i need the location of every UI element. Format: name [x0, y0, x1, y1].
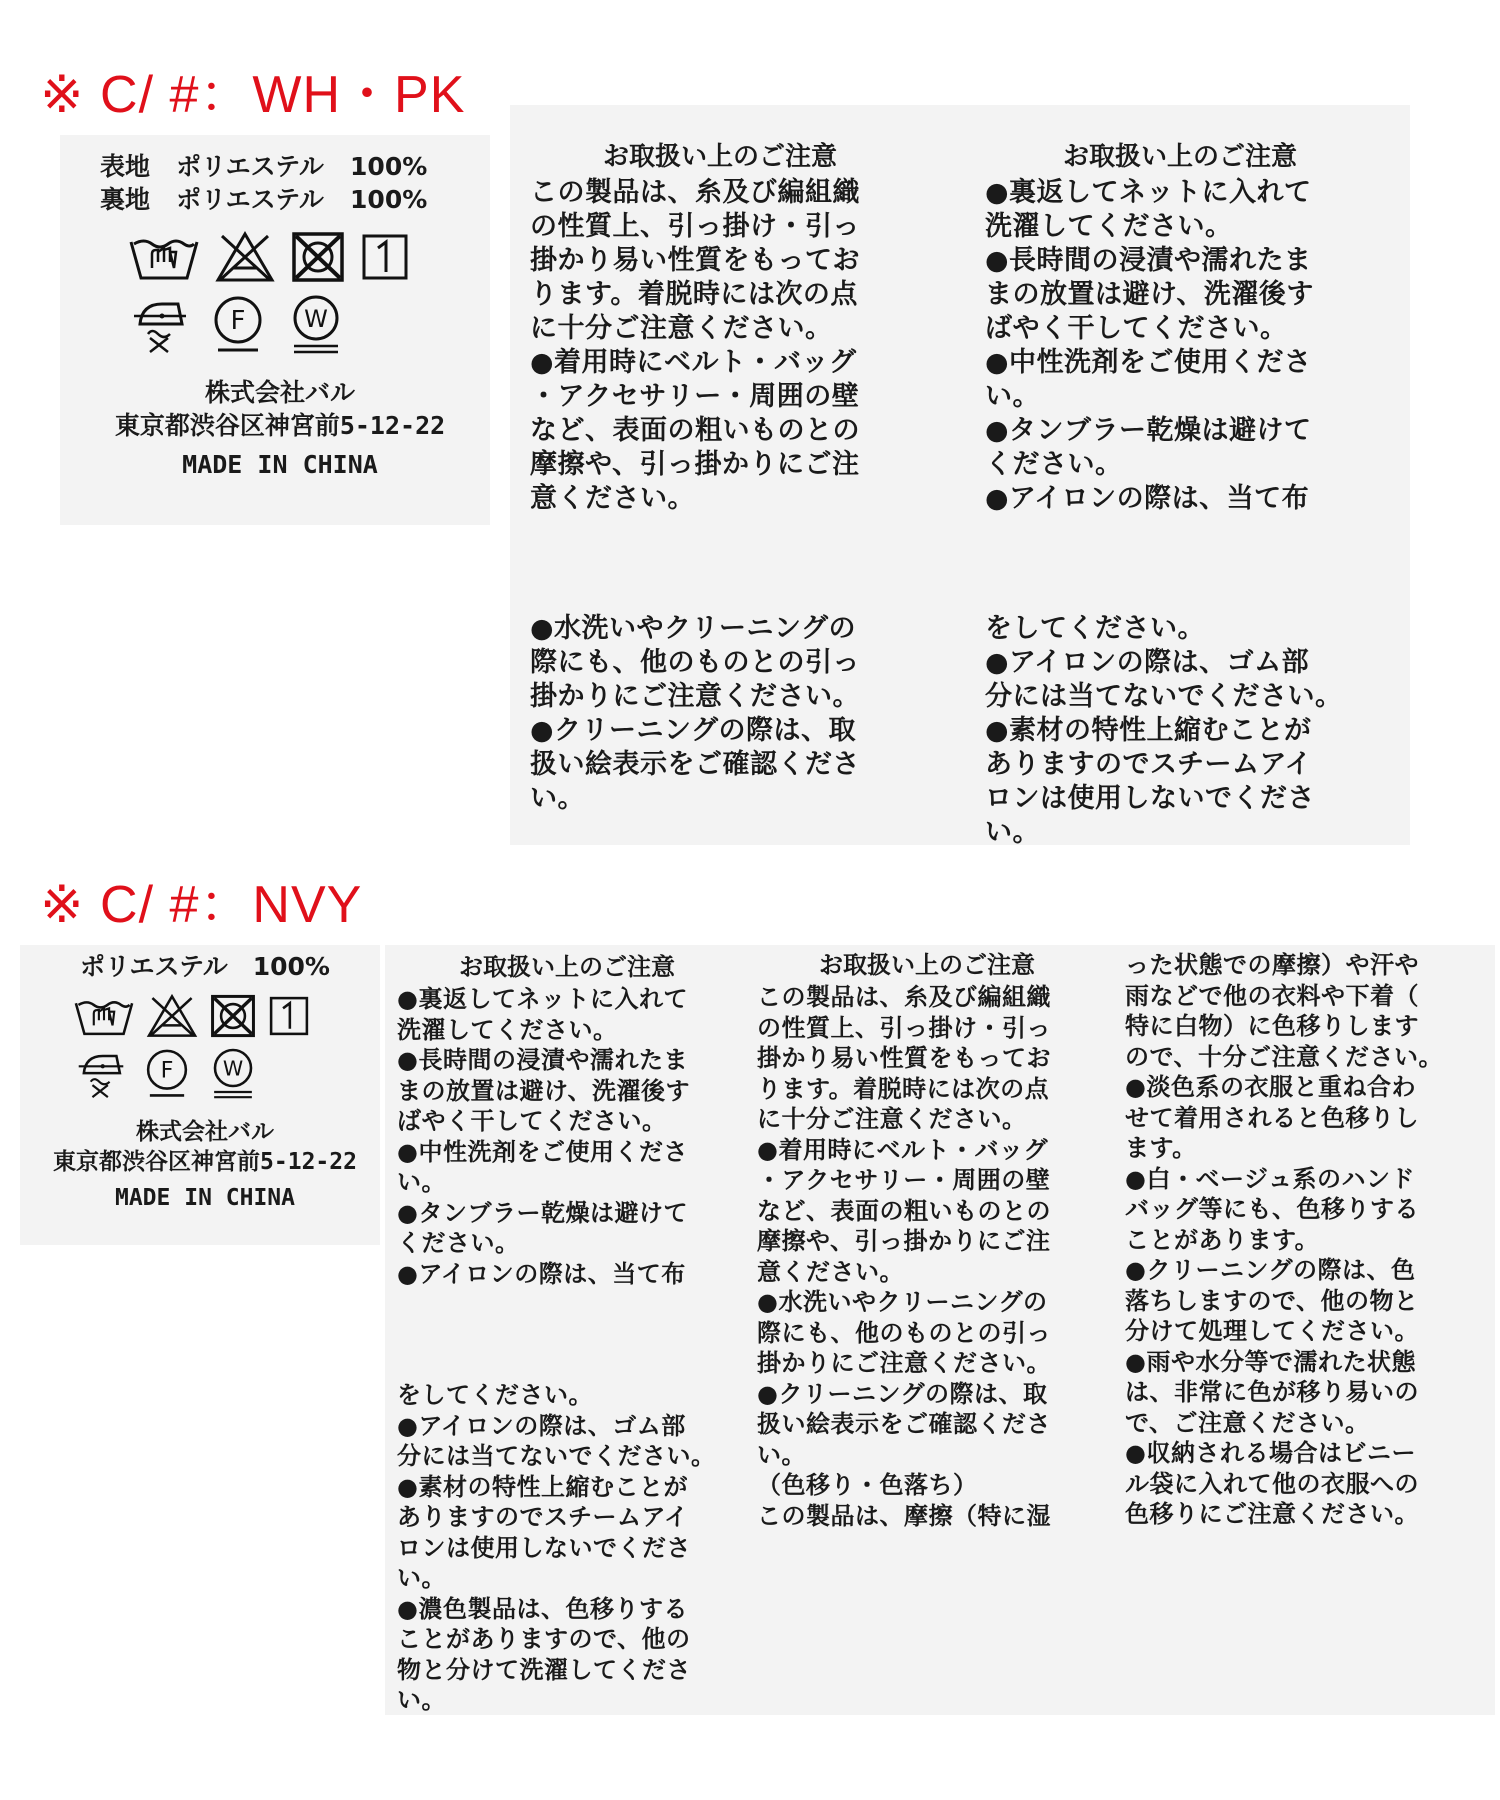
care-line: い。 [530, 783, 585, 814]
care-line: ●着用時にベルト・バッグ [757, 1135, 1048, 1164]
company-name: 株式会社バル [136, 1119, 274, 1145]
care-line: 掛かりにご注意ください。 [757, 1349, 1051, 1377]
care-line: まの放置は避け、洗濯後す [985, 279, 1314, 310]
care-line: ●裏返してネットに入れて [985, 177, 1312, 208]
care-line: ●中性洗剤をご使用くださ [397, 1137, 688, 1166]
no-bleach-icon [145, 993, 199, 1039]
care-line: ください。 [397, 1229, 520, 1257]
fabric-material: ポリエステル [176, 185, 324, 214]
care-line: 洗濯してください。 [985, 211, 1233, 242]
care-line: 扱い絵表示をご確認くださ [530, 749, 860, 780]
care-label-1 [100, 150, 460, 481]
care-line: 特に白物）に色移りします [1125, 1012, 1419, 1040]
section-heading-wh-pk: ※ C/ #：WH・PK [40, 66, 466, 124]
care-title: お取扱い上のご注意 [1062, 142, 1297, 172]
dry-clean-f-icon [210, 294, 266, 356]
care-line: に十分ご注意ください。 [530, 313, 833, 344]
care-line: い。 [985, 381, 1040, 412]
care-line: バッグ等にも、色移りする [1125, 1195, 1419, 1223]
care-line: など、表面の粗いものとの [530, 415, 860, 446]
care-line: ●濃色製品は、色移りする [397, 1594, 688, 1623]
care-line: この製品は、糸及び編組織 [757, 983, 1051, 1011]
care-line: で、ご注意ください。 [1125, 1408, 1370, 1437]
section-heading-nvy: ※ C/ #：NVY [40, 876, 363, 934]
care-line: ことがあります。 [1125, 1225, 1320, 1254]
care-line: 分けて処理してください。 [1125, 1317, 1419, 1345]
care-line: ことがありますので、他の [397, 1625, 691, 1653]
care-line: せて着用されると色移りし [1125, 1103, 1419, 1132]
care-block-2a [397, 952, 737, 1289]
origin-text: MADE IN CHINA [114, 1185, 295, 1211]
care-line: をしてください。 [397, 1381, 593, 1409]
wet-clean-w-icon [209, 1047, 257, 1101]
fabric-part: 表地 [100, 152, 151, 181]
care-line: ●アイロンの際は、ゴム部 [397, 1411, 686, 1440]
no-bleach-icon [214, 230, 276, 284]
care-icons-row2 [132, 294, 460, 356]
care-line: ・アクセサリー・周囲の壁 [757, 1166, 1051, 1194]
material-row [100, 183, 460, 216]
care-line: 摩擦や、引っ掛かりにご注 [757, 1227, 1051, 1255]
care-line: まの放置は避け、洗濯後す [397, 1076, 691, 1105]
care-line: ばやく干してください。 [397, 1107, 667, 1135]
care-line: 掛かり易い性質をもってお [757, 1044, 1051, 1072]
fabric-material: ポリエステル [176, 152, 324, 181]
care-line: ●クリーニングの際は、取 [530, 715, 857, 746]
care-line: ●収納される場合はビニー [1125, 1439, 1416, 1467]
care-line: ●アイロンの際は、ゴム部 [985, 647, 1310, 678]
care-title: お取扱い上のご注意 [602, 142, 837, 172]
care-line: の性質上、引っ掛け・引っ [530, 211, 860, 242]
care-line: ル袋に入れて他の衣服への [1125, 1469, 1419, 1498]
fabric-percent: 100% [350, 185, 428, 214]
care-icons-row1 [128, 230, 460, 284]
care-line: 物と分けて洗濯してくださ [397, 1655, 691, 1684]
care-line: 際にも、他のものとの引っ [757, 1318, 1051, 1347]
care-line: 落ちしますので、他の物と [1125, 1286, 1419, 1315]
care-line: ●素材の特性上縮むことが [985, 715, 1312, 746]
care-line: ●淡色系の衣服と重ね合わ [1125, 1073, 1416, 1101]
care-line: った状態での摩擦）や汗や [1125, 951, 1419, 979]
care-line: ●水洗いやクリーニングの [530, 613, 857, 644]
hand-wash-30-icon [73, 993, 135, 1039]
care-line: ります。着脱時には次の点 [757, 1074, 1050, 1103]
care-line: 意ください。 [757, 1257, 904, 1286]
care-line: 掛かり易い性質をもってお [530, 245, 860, 276]
care-line: ロンは使用しないでくださ [397, 1533, 691, 1562]
care-line: ●アイロンの際は、当て布 [397, 1259, 686, 1288]
care-line: い。 [757, 1440, 806, 1469]
svg-text:W: W [304, 305, 328, 333]
care-line: ●タンブラー乾燥は避けて [985, 415, 1312, 446]
care-block-1d [985, 612, 1385, 850]
care-line: この製品は、摩擦（特に湿 [757, 1501, 1051, 1530]
hang-dry-icon [267, 993, 311, 1039]
care-line: い。 [397, 1686, 446, 1714]
wet-clean-w-icon [288, 294, 344, 356]
care-line: 洗濯してください。 [397, 1015, 618, 1044]
care-line: い。 [985, 817, 1040, 848]
care-line: ください。 [985, 449, 1123, 480]
care-line: 雨などで他の衣料や下着（ [1125, 981, 1419, 1010]
svg-text:F: F [160, 1057, 174, 1084]
fabric-percent: 100% [350, 152, 428, 181]
care-line: ●タンブラー乾燥は避けて [397, 1198, 688, 1227]
care-line: ●アイロンの際は、当て布 [985, 483, 1310, 514]
care-block-1b [985, 140, 1375, 516]
care-line: 際にも、他のものとの引っ [530, 647, 860, 678]
material-row [100, 150, 460, 183]
care-line: ます。 [1125, 1134, 1197, 1162]
care-line: など、表面の粗いものとの [757, 1196, 1051, 1225]
care-line: の性質上、引っ掛け・引っ [757, 1013, 1051, 1042]
hand-wash-30-icon [128, 230, 200, 284]
care-line: ●水洗いやクリーニングの [757, 1288, 1048, 1316]
care-line: い。 [397, 1564, 446, 1592]
care-block-2c [757, 950, 1097, 1531]
company-name: 株式会社バル [204, 378, 355, 407]
care-line: ・アクセサリー・周囲の壁 [530, 381, 860, 412]
care-line: （色移り・色落ち） [757, 1471, 978, 1499]
care-line: ●長時間の浸漬や濡れたま [985, 245, 1312, 276]
care-line: 意ください。 [530, 483, 695, 514]
care-title: お取扱い上のご注意 [459, 953, 675, 981]
care-line: 掛かりにご注意ください。 [530, 681, 860, 712]
care-block-1c [530, 612, 910, 816]
care-icons-row2 [77, 1047, 365, 1101]
care-line: ありますのでスチームアイ [985, 749, 1313, 780]
care-line: ●素材の特性上縮むことが [397, 1472, 688, 1501]
care-line: ●雨や水分等で濡れた状態 [1125, 1347, 1416, 1376]
care-line: 扱い絵表示をご確認くださ [757, 1410, 1051, 1438]
material-line: ポリエステル 100% [80, 952, 330, 981]
no-tumble-dry-icon [290, 230, 346, 284]
svg-text:W: W [222, 1056, 244, 1081]
care-label-2 [45, 950, 365, 1213]
care-line: 分には当てないでください。 [985, 681, 1343, 712]
care-line: 分には当てないでください。 [397, 1442, 716, 1470]
care-line: は、非常に色が移り易いの [1125, 1378, 1419, 1406]
care-icons-row1 [73, 993, 365, 1039]
care-line: をしてください。 [985, 613, 1205, 644]
hang-dry-icon [360, 230, 410, 284]
care-line: ●長時間の浸漬や濡れたま [397, 1046, 688, 1074]
care-line: 摩擦や、引っ掛かりにご注 [530, 449, 860, 480]
no-tumble-dry-icon [209, 993, 257, 1039]
care-line: ●着用時にベルト・バッグ [530, 347, 857, 378]
care-line: ●クリーニングの際は、取 [757, 1379, 1048, 1408]
iron-with-cloth-icon [132, 294, 188, 356]
care-line: ります。着脱時には次の点 [530, 279, 858, 310]
care-block-2b [397, 1380, 747, 1716]
fabric-part: 裏地 [100, 185, 151, 214]
care-line: ●クリーニングの際は、色 [1125, 1256, 1416, 1284]
care-line: ロンは使用しないでくださ [985, 783, 1315, 814]
care-block-1a [530, 140, 910, 516]
care-line: ●白・ベージュ系のハンド [1125, 1164, 1415, 1193]
care-line: ので、十分ご注意ください。 [1125, 1042, 1444, 1071]
company-address: 東京都渋谷区神宮前5-12-22 [114, 411, 446, 440]
care-line: ●中性洗剤をご使用くださ [985, 347, 1312, 378]
care-line: ●裏返してネットに入れて [397, 985, 688, 1013]
care-line: ばやく干してください。 [985, 313, 1288, 344]
care-block-2d [1125, 950, 1475, 1530]
dry-clean-f-icon [143, 1047, 191, 1101]
care-line: この製品は、糸及び編組織 [530, 177, 860, 208]
iron-with-cloth-icon [77, 1047, 125, 1101]
origin-text: MADE IN CHINA [182, 450, 378, 479]
care-line: 色移りにご注意ください。 [1125, 1500, 1419, 1528]
care-line: ありますのでスチームアイ [397, 1503, 689, 1531]
svg-text:F: F [230, 306, 246, 336]
care-line: い。 [397, 1168, 446, 1196]
company-address: 東京都渋谷区神宮前5-12-22 [53, 1149, 357, 1175]
care-line: に十分ご注意ください。 [757, 1105, 1027, 1133]
care-title: お取扱い上のご注意 [819, 951, 1035, 979]
